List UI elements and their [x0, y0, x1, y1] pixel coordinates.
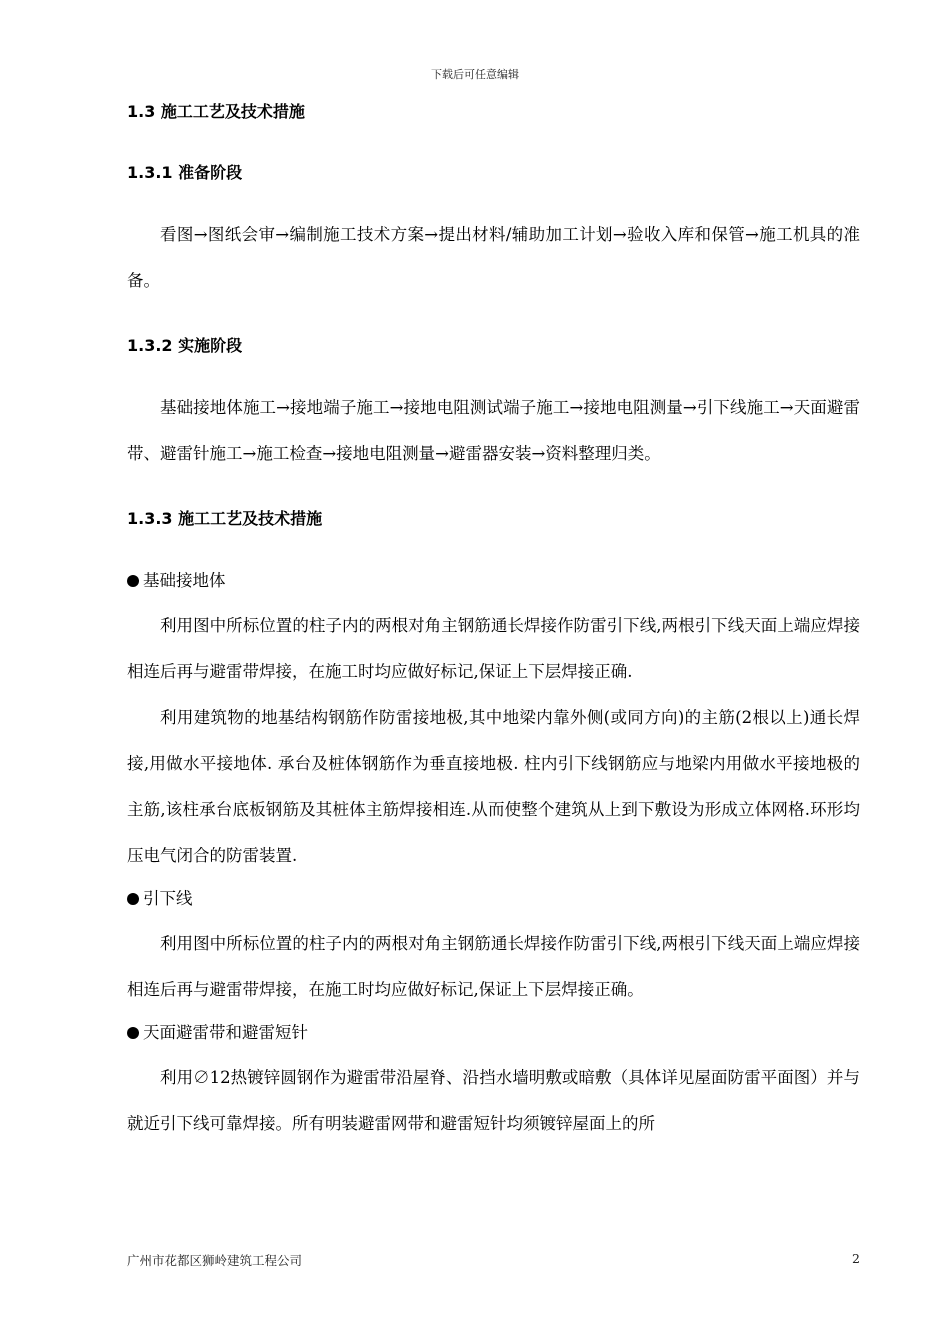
foundation-para-2: 利用建筑物的地基结构钢筋作防雷接地极,其中地梁内靠外侧(或同方向)的主筋(2根以上)通长焊接,用做水平接地体. 承台及桩体钢筋作为垂直接地极. 柱内引下线钢筋应与地梁内用做水平接地极的主筋,该柱承台底板钢筋及其桩体主筋焊接相连.从而使整个建筑从上到下敷设为形成立体网格.环形均压电气闭合的防雷装置. — [127, 708, 860, 865]
footer-company: 广州市花都区狮岭建筑工程公司 — [127, 1253, 303, 1268]
impl-text: 基础接地体施工→接地端子施工→接地电阻测试端子施工→接地电阻测量→引下线施工→天面避雷带、避雷针施工→施工检查→接地电阻测量→避雷器安装→资料整理归类。 — [127, 398, 860, 463]
prep-text: 看图→图纸会审→编制施工技术方案→提出材料/辅助加工计划→验收入库和保管→施工机具的准备。 — [127, 225, 860, 290]
bullet-dot-icon — [127, 575, 139, 587]
prep-title: 1.3.1 准备阶段 — [127, 163, 243, 182]
header-note: 下载后可任意编辑 — [431, 68, 519, 81]
bullet-foundation — [127, 565, 860, 597]
foundation-para-1: 利用图中所标位置的柱子内的两根对角主钢筋通长焊接作防雷引下线,两根引下线天面上端应焊接相连后再与避雷带焊接，在施工时均应做好标记,保证上下层焊接正确. — [127, 616, 860, 681]
page-content — [127, 100, 860, 1147]
bullet-roof-label: 天面避雷带和避雷短针 — [143, 1023, 308, 1042]
page-footer — [127, 1251, 860, 1269]
bullet-downconductor — [127, 883, 860, 915]
bullet-roof — [127, 1017, 860, 1049]
roof-para: 利用∅12热镀锌圆钢作为避雷带沿屋脊、沿挡水墙明敷或暗敷（具体详见屋面防雷平面图）并与就近引下线可靠焊接。所有明装避雷网带和避雷短针均须镀锌屋面上的所 — [127, 1068, 860, 1133]
bullet-foundation-label: 基础接地体 — [143, 571, 226, 590]
impl-title: 1.3.2 实施阶段 — [127, 336, 243, 355]
downconductor-para: 利用图中所标位置的柱子内的两根对角主钢筋通长焊接作防雷引下线,两根引下线天面上端应焊接相连后再与避雷带焊接，在施工时均应做好标记,保证上下层焊接正确。 — [127, 934, 860, 999]
bullet-downconductor-label: 引下线 — [143, 889, 193, 908]
tech-title: 1.3.3 施工工艺及技术措施 — [127, 509, 323, 528]
bullet-dot-icon — [127, 1027, 139, 1039]
bullet-dot-icon — [127, 893, 139, 905]
section-title: 1.3 施工工艺及技术措施 — [127, 102, 305, 121]
page-number: 2 — [852, 1251, 860, 1266]
